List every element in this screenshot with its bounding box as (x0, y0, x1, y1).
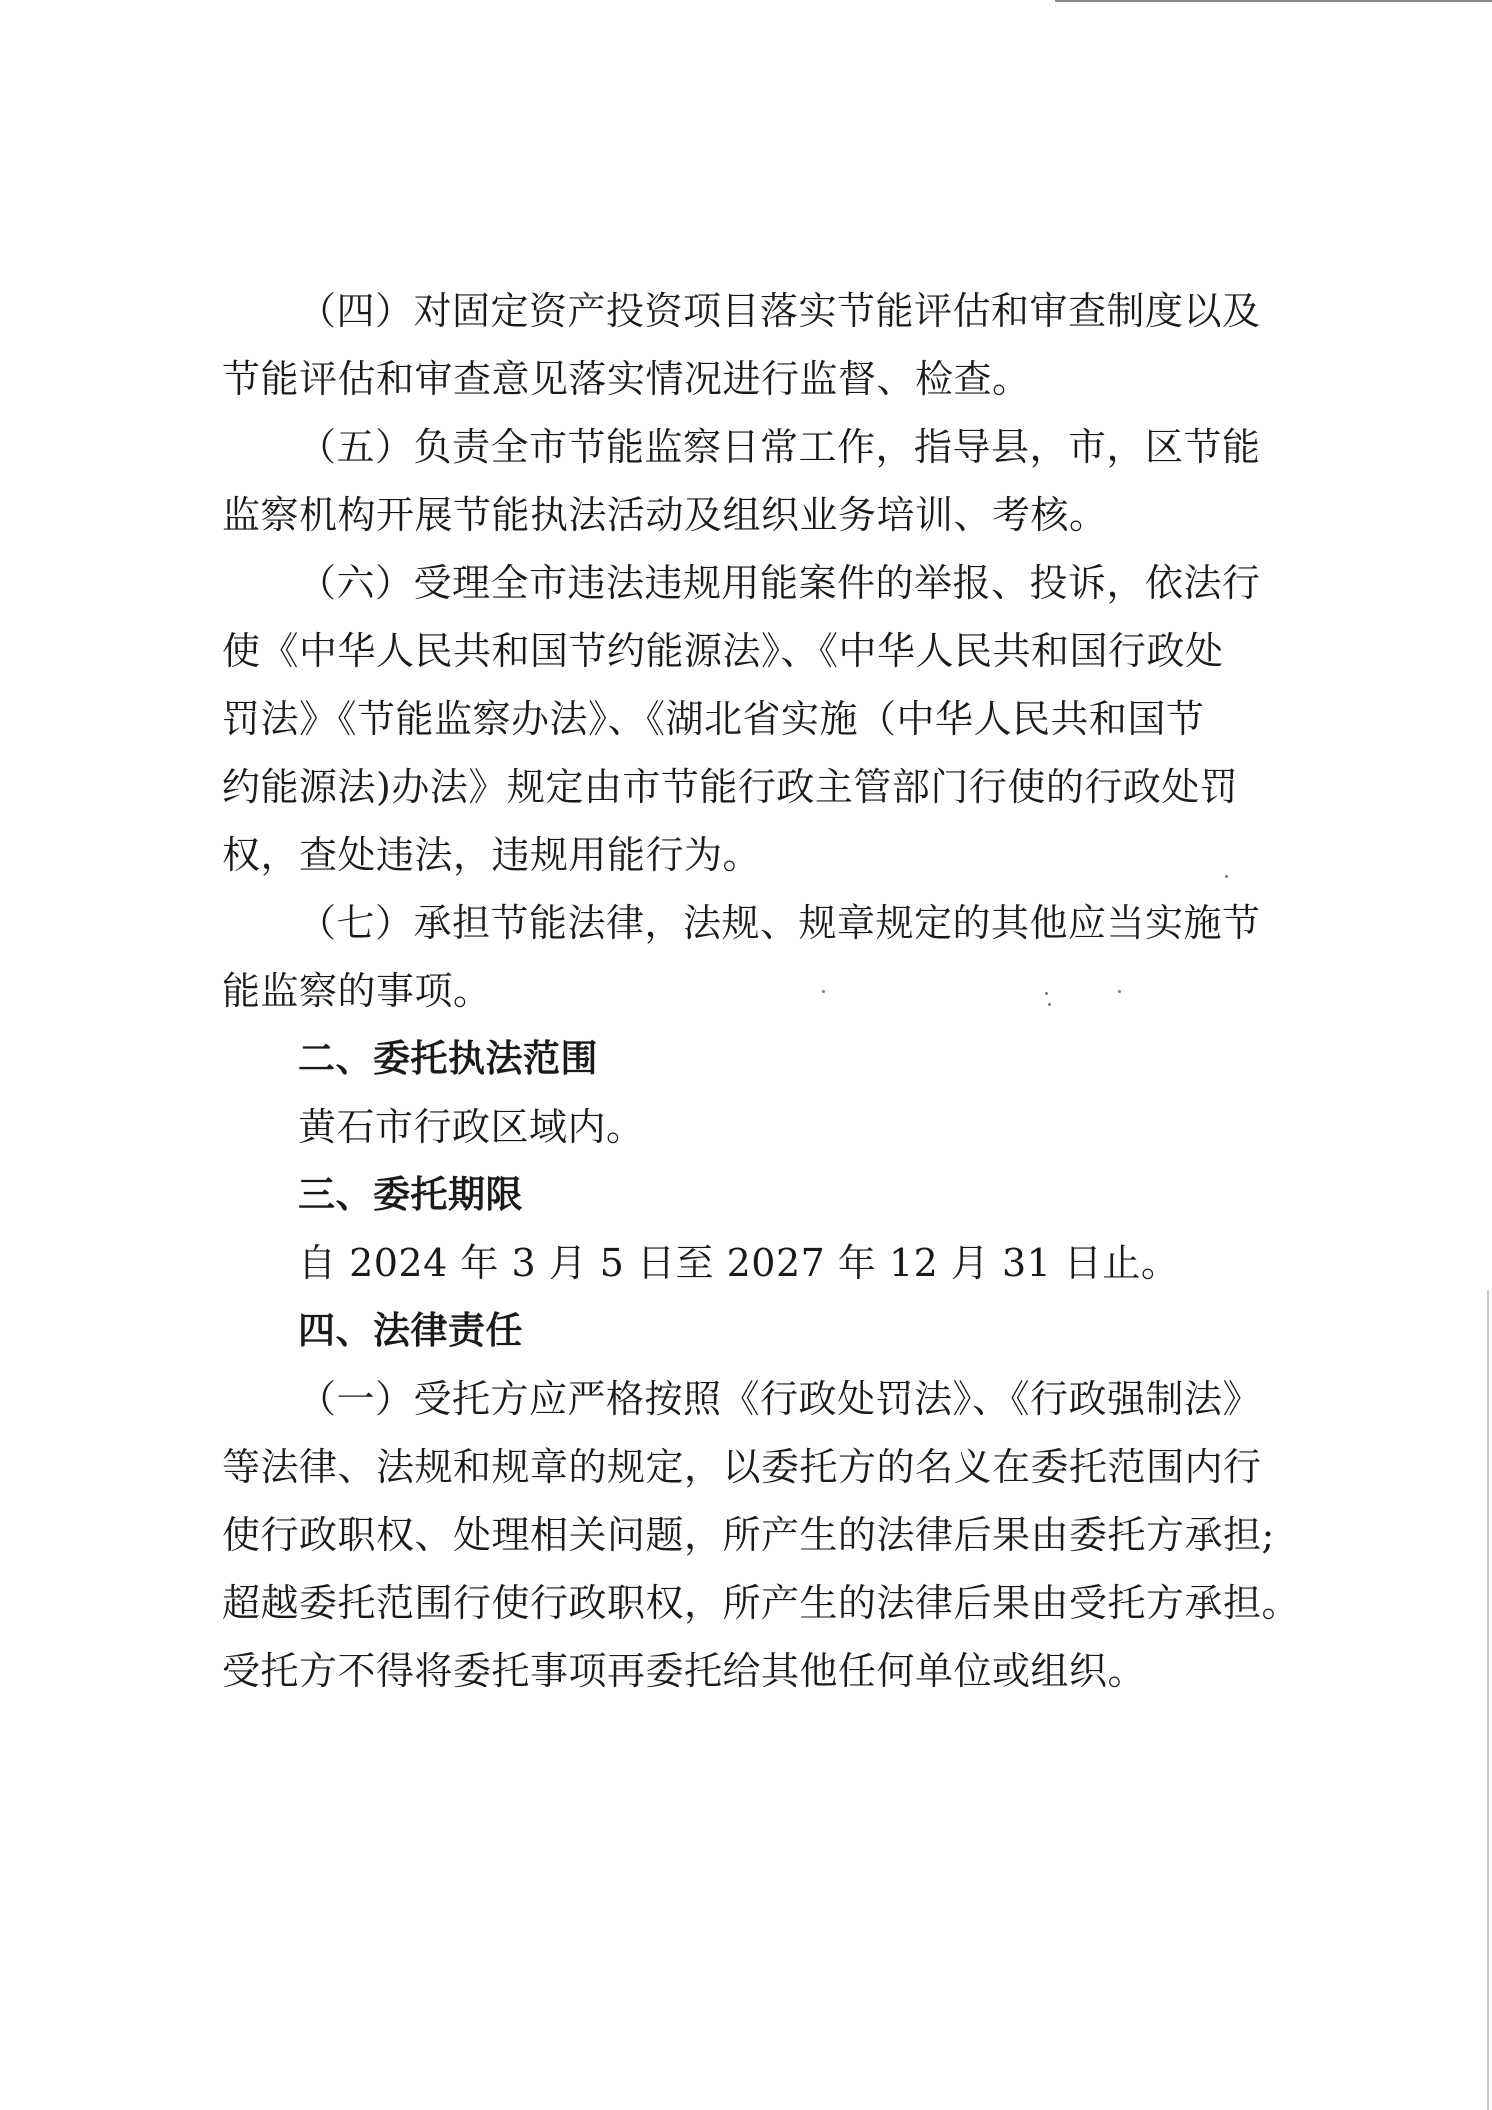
paragraph-line: 能监察的事项。 (222, 969, 492, 1013)
scan-speck (1225, 875, 1228, 878)
paragraph-line: （七）承担节能法律，法规、规章规定的其他应当实施节 (298, 901, 1261, 945)
paragraph-line: 监察机构开展节能执法活动及组织业务培训、考核。 (222, 493, 1108, 537)
paragraph-line: 节能评估和审查意见落实情况进行监督、检查。 (222, 357, 1031, 401)
document-body (222, 277, 1302, 1705)
scan-speck (1118, 990, 1121, 993)
scan-speck (1048, 1003, 1051, 1006)
paragraph-line: 黄石市行政区域内。 (298, 1105, 645, 1149)
paragraph-line: （五）负责全市节能监察日常工作，指导县，市，区节能 (298, 425, 1261, 469)
paragraph-line: 约能源法)办法》规定由市节能行政主管部门行使的行政处罚 (222, 765, 1239, 809)
paragraph-line: （四）对固定资产投资项目落实节能评估和审查制度以及 (298, 289, 1261, 333)
paragraph-line: 使行政职权、处理相关问题，所产生的法律后果由委托方承担; (222, 1513, 1275, 1557)
paragraph-line: 等法律、法规和规章的规定，以委托方的名义在委托范围内行 (222, 1445, 1262, 1489)
paragraph-line: 受托方不得将委托事项再委托给其他任何单位或组织。 (222, 1649, 1147, 1693)
scan-speck (822, 990, 825, 993)
paragraph-line: 自 2024 年 3 月 5 日至 2027 年 12 月 31 日止。 (298, 1241, 1180, 1285)
section-heading: 二、委托执法范围 (298, 1037, 598, 1080)
paragraph-line: 权，查处违法，违规用能行为。 (222, 833, 762, 877)
scan-speck (1045, 992, 1048, 995)
section-heading: 四、法律责任 (298, 1309, 523, 1352)
paragraph-line: 超越委托范围行使行政职权，所产生的法律后果由受托方承担。 (222, 1581, 1301, 1625)
paragraph-line: （一）受托方应严格按照《行政处罚法》、《行政强制法》 (298, 1377, 1262, 1421)
paragraph-line: （六）受理全市违法违规用能案件的举报、投诉，依法行 (298, 561, 1261, 605)
section-heading: 三、委托期限 (298, 1173, 523, 1216)
paragraph-line: 使《中华人民共和国节约能源法》、《中华人民共和国行政处 (222, 629, 1224, 673)
scan-top-rule (1055, 0, 1492, 2)
paragraph-line: 罚法》《节能监察办法》、《湖北省实施（中华人民共和国节 (222, 697, 1205, 741)
scan-right-edge (1487, 1290, 1489, 2110)
